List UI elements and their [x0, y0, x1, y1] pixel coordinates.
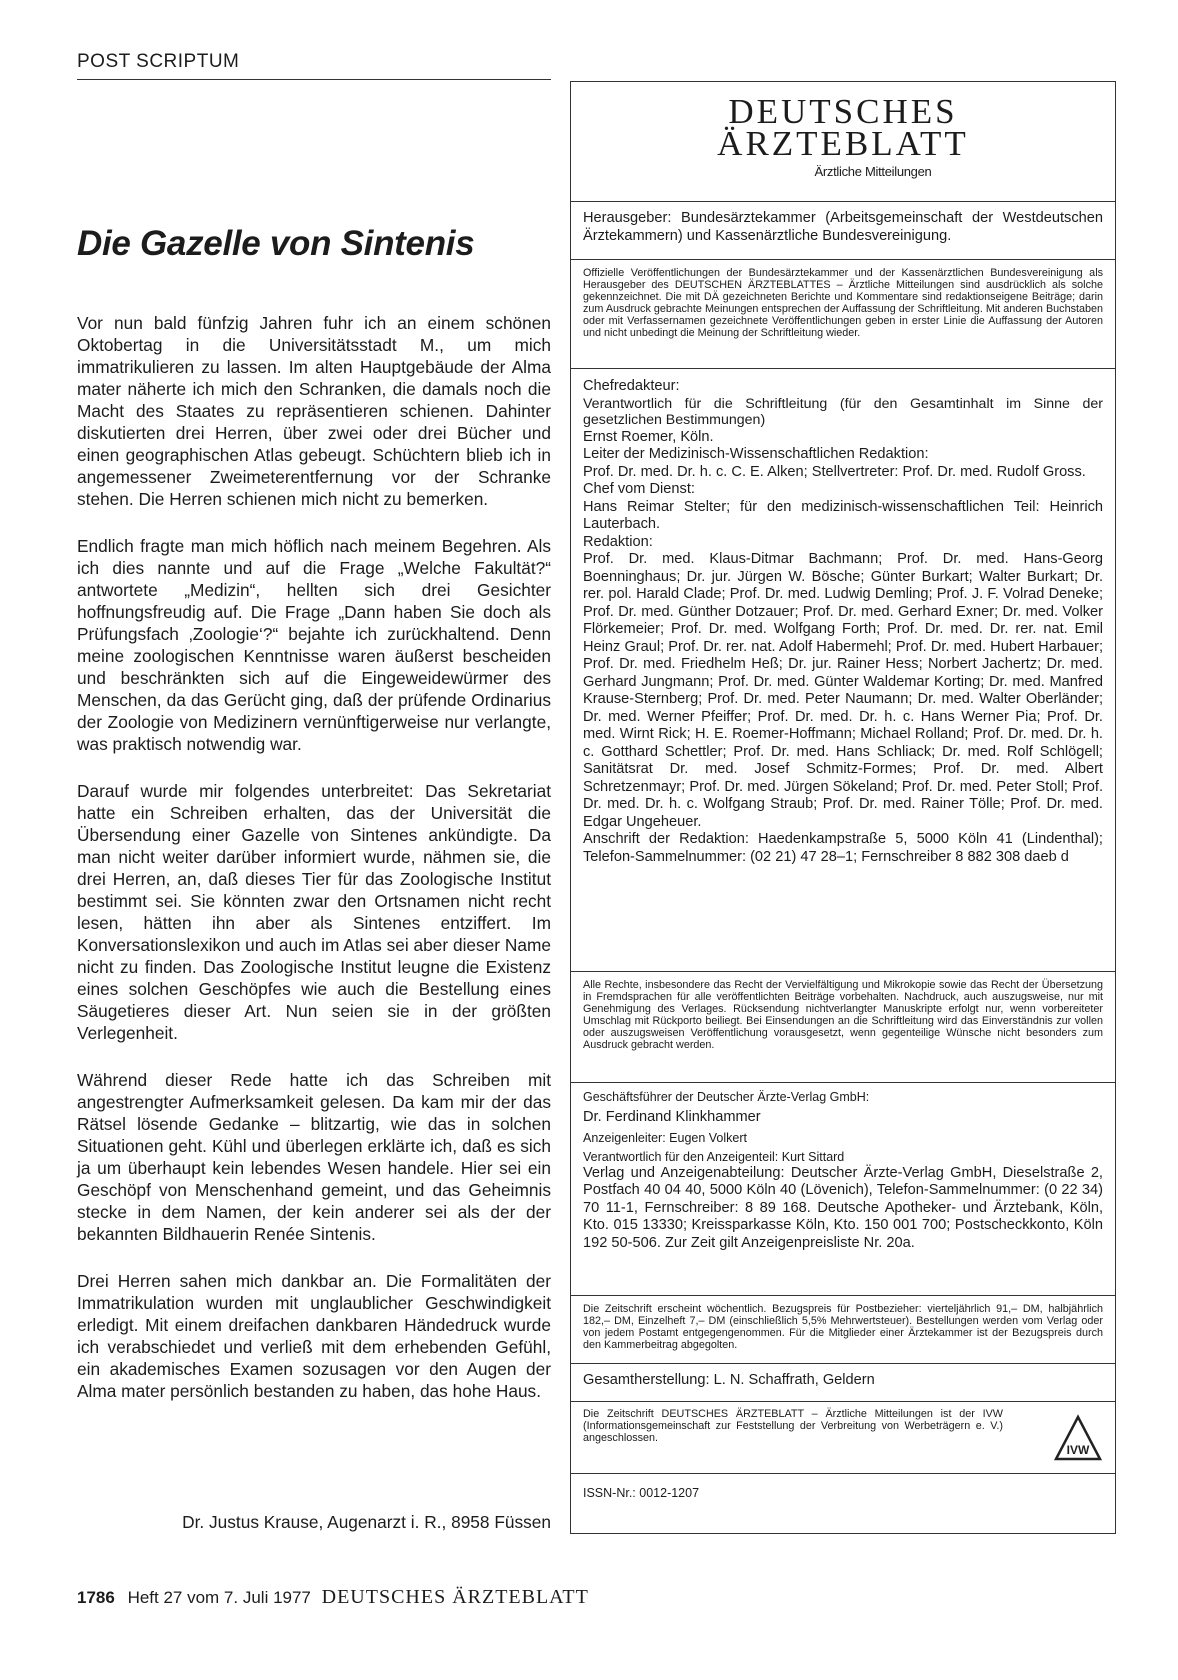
issue-info: Heft 27 vom 7. Juli 1977 — [127, 1588, 311, 1607]
herausgeber: Herausgeber: Bundesärztekammer (Arbeitsgemeinschaft der Westdeutschen Ärztekammern) und Kassenärztliche Bundesvereinigung. — [583, 210, 1103, 244]
article-paragraph: Darauf wurde mir folgendes unterbreitet: Das Sekretariat hatte ein Schreiben erhalten, das der Universität die Übersendung einer Gazelle von Sintenes ankündigte. Da man nicht weiter darüber informiert wurde, nähmen sie, die drei Herren, an, daß dieses Tier für das Zoologische Institut bestimmt sei. Sie könnten zwar den Ortsnamen nicht recht lesen, hätten ihn aber als Sintenes entziffert. Im Konversationslexikon und auch im Atlas sei aber dieser Name nicht zu finden. Das Zoologische Institut leugne die Existenz eines solchen Geschöpfes wie auch die Bestellung eines Säugetieres dieser Art. Nun seien sie in der größten Verlegenheit. — [77, 781, 551, 1043]
article-paragraph: Während dieser Rede hatte ich das Schreiben mit angestrengter Aufmerksamkeit gelesen. Da kam mir der das Rätsel lösende Gedanke – blitzartig, wie das in solchen Situationen geht. Kühl und überlegen erklärte ich, daß es sich ja um überhaupt kein lebendes Wesen handele. Hier sei ein Geschöpf von Menschenhand gemeint, und das Geheimnis stecke in dem Namen, der kein anderer sei als der der bekannten Bildhauerin Renée Sintenis. — [77, 1070, 551, 1244]
chef-dienst-names: Hans Reimar Stelter; für den medizinisch-wissenschaftlichen Teil: Heinrich Lauterbach. — [583, 498, 1103, 532]
ivw-section — [571, 1408, 1115, 1468]
divider — [571, 201, 1115, 202]
divider — [571, 1082, 1115, 1083]
article-paragraph: Endlich fragte man mich höflich nach meinem Begehren. Als ich dies nannte und auf die Frage „Welche Fakultät?“ antwortete „Medizin“, hellten sich drei Gesichter hoffnungsfreudig auf. Die Frage „Dann haben Sie doch als Prüfungsfach ‚Zoologie‘?“ bejahte ich zurückhaltend. Denn meine zoologischen Kenntnisse waren äußerst bescheiden und beschränkten sich auf die Eingeweidewürmer des Menschen, da das Gerücht ging, daß der prüfende Ordinarius der Zoologie von Medizinern vernünftigerweise nur verlangte, was praktisch notwendig war. — [77, 536, 551, 754]
verlag-section — [571, 1090, 1115, 1252]
divider — [571, 368, 1115, 369]
masthead — [571, 92, 1115, 179]
redaktion-names: Prof. Dr. med. Klaus-Ditmar Bachmann; Prof. Dr. med. Hans-Georg Boenninghaus; Dr. jur. Jürgen W. Bösche; Günter Burkart; Walter Burkart; Dr. rer. pol. Harald Clade; Prof. Dr. med. Ludwig Demling; Prof. J. F. Volrad Deneke; Prof. Dr. med. Günther Dotzauer; Prof. Dr. med. Gerhard Exner; Dr. med. Volker Flörkemeier; Prof. Dr. med. Wolfgang Forth; Prof. Dr. med. Dr. rer. nat. Emil Heinz Graul; Prof. Dr. rer. nat. Adolf Habermehl; Prof. Dr. med. Hubert Harbauer; Prof. Dr. med. Friedhelm Heß; Dr. jur. Rainer Hess; Norbert Jachertz; Dr. med. Gerhard Jungmann; Prof. Dr. med. Günter Waldemar Korting; Dr. med. Manfred Krause-Sternberg; Prof. Dr. med. Peter Naumann; Dr. med. Walter Oberländer; Dr. med. Werner Pfeiffer; Prof. Dr. med. Dr. h. c. Hans Werner Pia; Prof. Dr. med. Wirnt Rick; H. E. Roemer-Hoffmann; Michael Rolland; Prof. Dr. med. Dr. h. c. Gotthard Schettler; Prof. Dr. med. Hans Schliack; Dr. med. Rolf Schlögell; Sanitätsrat Dr. med. Josef Schmitz-Formes; Prof. Dr. med. Albert Schretzenmayr; Prof. Dr. med. Jürgen Sökeland; Prof. Dr. med. Peter Stoll; Prof. Dr. med. Dr. h. c. Wolfgang Straub; Prof. Dr. med. Rainer Tölle; Prof. Dr. med. Edgar Ungeheuer. — [583, 551, 1103, 830]
article-title: Die Gazelle von Sintenis — [77, 224, 475, 263]
bezugspreis: Die Zeitschrift erscheint wöchentlich. Bezugspreis für Postbezieher: vierteljährlich 91,– DM, halbjährlich 182,– DM, Einzelheft 7,– DM (einschließlich 5,5% Mehrwertsteuer). Bestellungen werden vom Verlag oder von jedem Postamt entgegengenommen. Für die Mitglieder einer Ärztekammer ist der Bezugspreis durch den Kammerbeitrag abgegolten. — [583, 1303, 1103, 1351]
anzeigenteil: Verantwortlich für den Anzeigenteil: Kurt Sittard — [583, 1149, 845, 1164]
divider — [571, 1295, 1115, 1296]
divider — [571, 1401, 1115, 1402]
issn: ISSN-Nr.: 0012-1207 — [583, 1486, 700, 1500]
masthead-title-line-1: DEUTSCHES — [728, 92, 958, 131]
ivw-logo-icon — [1053, 1414, 1103, 1464]
redaktion-section — [571, 378, 1115, 866]
header-rule — [77, 79, 551, 80]
leiter-label: Leiter der Medizinisch-Wissenschaftlichen Redaktion: — [583, 446, 929, 462]
anschrift: Anschrift der Redaktion: Haedenkampstraße 5, 5000 Köln 41 (Lindenthal); Telefon-Sammelnummer: (02 21) 47 28–1; Fernschreiber 8 882 308 daeb d — [583, 831, 1103, 865]
page-footer — [77, 1586, 589, 1609]
article-paragraph: Drei Herren sahen mich dankbar an. Die Formalitäten der Immatrikulation wurden mit unglaublicher Geschwindigkeit erledigt. Mit einem dreifachen dankbaren Händedruck wurde ich verabschiedet und verließ mit dem erhebenden Gefühl, ein akademisches Examen sozusagen vor den Augen der Alma mater persönlich bestanden zu haben, das hohe Haus. — [77, 1271, 551, 1401]
chefredakteur-label: Chefredakteur: — [583, 378, 680, 394]
divider — [571, 259, 1115, 260]
leiter-names: Prof. Dr. med. Dr. h. c. C. E. Alken; Stellvertreter: Prof. Dr. med. Rudolf Gross. — [583, 463, 1086, 480]
chefredakteur-name: Ernst Roemer, Köln. — [583, 428, 714, 445]
ivw-logo-label: IVW — [1066, 1443, 1090, 1457]
geschaeftsfuehrer-name: Dr. Ferdinand Klinkhammer — [583, 1109, 761, 1125]
divider — [571, 971, 1115, 972]
masthead-subtitle: Ärztliche Mitteilungen — [814, 164, 932, 179]
anzeigenleiter: Anzeigenleiter: Eugen Volkert — [583, 1130, 747, 1145]
chef-dienst-label: Chef vom Dienst: — [583, 481, 695, 497]
gesamtherstellung: Gesamtherstellung: L. N. Schaffrath, Geldern — [583, 1372, 875, 1388]
divider — [571, 1473, 1115, 1474]
masthead-title-line-2: ÄRZTEBLATT — [717, 124, 969, 163]
page-number: 1786 — [77, 1588, 115, 1607]
article-author: Dr. Justus Krause, Augenarzt i. R., 8958 Füssen — [182, 1512, 551, 1532]
article-paragraph: Vor nun bald fünfzig Jahren fuhr ich an einem schönen Oktobertag in die Universitätsstadt M., um mich immatrikulieren zu lassen. Im alten Hauptgebäude der Alma mater näherte ich mich den Schranken, die damals noch die Macht des Staates zu repräsentieren schienen. Dahinter diskutierten drei Herren, über zwei oder drei Bücher und einen geographischen Atlas gebeugt. Schüchtern blieb ich in angemessener Zweimeterentfernung vor der Schranke stehen. Die Herren schienen mich nicht zu bemerken. — [77, 313, 551, 509]
divider — [571, 1363, 1115, 1364]
geschaeftsfuehrer-label: Geschäftsführer der Deutscher Ärzte-Verlag GmbH: — [583, 1090, 870, 1104]
ivw-text: Die Zeitschrift DEUTSCHES ÄRZTEBLATT – Ärztliche Mitteilungen ist der IVW (Informationsgemeinschaft zur Feststellung der Verbreitung von Werbeträgern e. V.) angeschlossen. — [583, 1408, 1003, 1444]
chefredakteur-desc: Verantwortlich für die Schriftleitung (für den Gesamtinhalt im Sinne der gesetzlichen Bestimmungen) — [583, 395, 1103, 428]
impressum-box — [570, 81, 1116, 1534]
verlag: Verlag und Anzeigenabteilung: Deutscher Ärzte-Verlag GmbH, Dieselstraße 2, Postfach 40 04 40, 5000 Köln 40 (Lövenich), Telefon-Sammelnummer: (0 22 34) 70 11-1, Fernschreiber: 8 89 168. Deutsche Apotheker- und Ärztebank, Köln, Kto. 015 13330; Kreissparkasse Köln, Kto. 150 001 700; Postscheckkonto, Köln 192 50-506. Zur Zeit gilt Anzeigenpreisliste Nr. 20a. — [583, 1164, 1103, 1251]
offizielle-veroeffentlichungen: Offizielle Veröffentlichungen der Bundesärztekammer und der Kassenärztlichen Bundesvereinigung als Herausgeber des DEUTSCHEN ÄRZTEBLATTES – Ärztliche Mitteilungen sind ausdrücklich als solche gekennzeichnet. Die mit DÄ gezeichneten Berichte und Kommentare sind redaktionseigene Beiträge; darin zum Ausdruck gebrachte Meinungen entsprechen der Auffassung der Schriftleitung. Mit anderen Buchstaben oder mit Verfassernamen gezeichnete Veröffentlichungen geben in erster Linie die Auffassung der Autoren und nicht unbedingt die Meinung der Schriftleitung wieder. — [583, 267, 1103, 339]
article-body — [77, 312, 551, 1427]
section-label: POST SCRIPTUM — [77, 51, 240, 72]
footer-magazine-title: DEUTSCHES ÄRZTEBLATT — [321, 1586, 589, 1608]
redaktion-label: Redaktion: — [583, 533, 653, 550]
rechte: Alle Rechte, insbesondere das Recht der Vervielfältigung und Mikrokopie sowie das Recht der Übersetzung in Fremdsprachen für alle veröffentlichten Beiträge vorbehalten. Nachdruck, auch auszugsweise, nur mit Genehmigung des Verlages. Rücksendung nichtverlangter Manuskripte erfolgt nur, wenn vorbereiteter Umschlag mit Rückporto beiliegt. Bei Einsendungen an die Schriftleitung wird das Einverständnis zur vollen oder auszugsweisen Veröffentlichung vorausgesetzt, wenn gegenteilige Wünsche nicht besonders zum Ausdruck gebracht werden. — [583, 979, 1103, 1051]
